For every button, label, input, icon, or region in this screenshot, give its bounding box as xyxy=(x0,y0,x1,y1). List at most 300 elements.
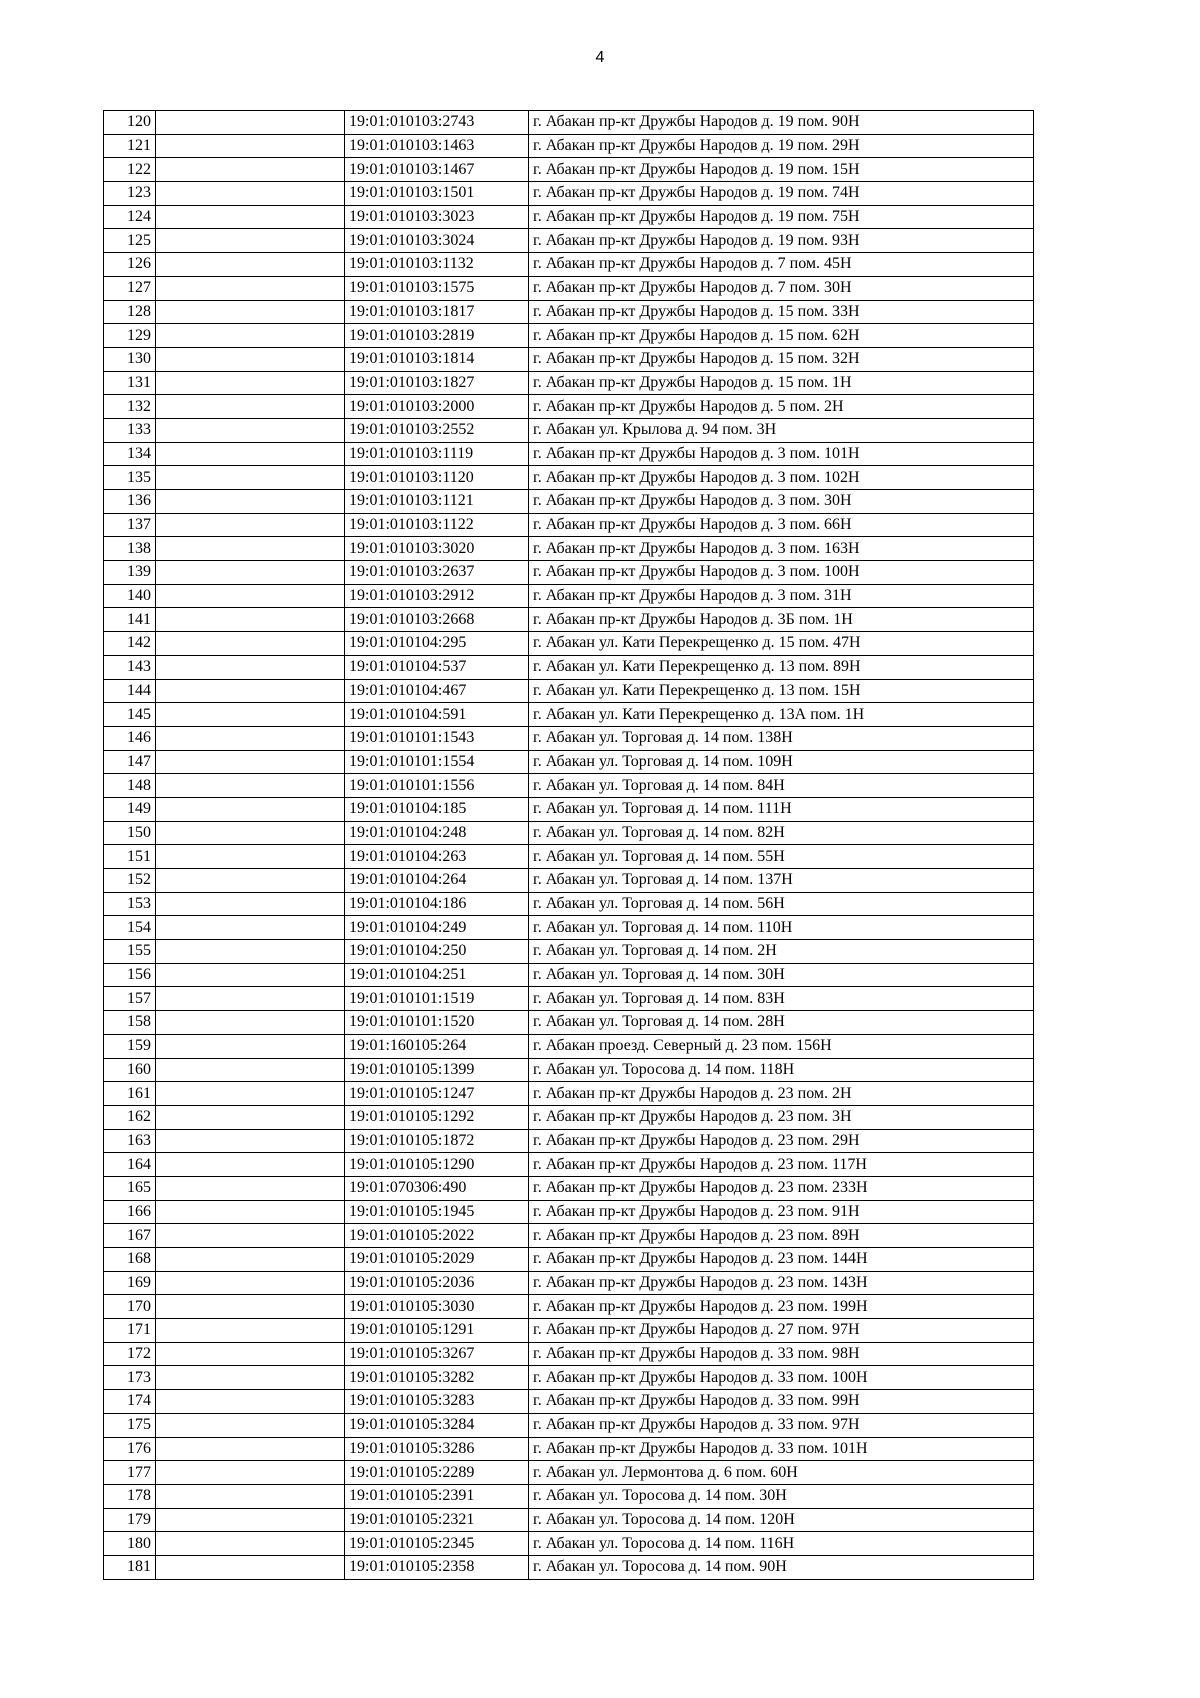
cadastral-number-cell: 19:01:010103:1827 xyxy=(345,371,529,395)
address-cell: г. Абакан ул. Кати Перекрещенко д. 15 пом. 47Н xyxy=(529,632,1034,656)
row-number-cell: 176 xyxy=(104,1437,156,1461)
cadastral-number-cell: 19:01:010104:185 xyxy=(345,797,529,821)
table-row xyxy=(104,371,1034,395)
object-name-cell xyxy=(156,561,345,585)
object-name-cell xyxy=(156,1484,345,1508)
row-number-cell: 122 xyxy=(104,158,156,182)
row-number-cell: 179 xyxy=(104,1508,156,1532)
cadastral-number-cell: 19:01:010101:1556 xyxy=(345,774,529,798)
object-name-cell xyxy=(156,466,345,490)
cadastral-number-cell: 19:01:010103:2912 xyxy=(345,584,529,608)
address-cell: г. Абакан пр-кт Дружбы Народов д. 19 пом. 93Н xyxy=(529,229,1034,253)
table-row xyxy=(104,1508,1034,1532)
cadastral-number-cell: 19:01:010103:1467 xyxy=(345,158,529,182)
table-row xyxy=(104,418,1034,442)
object-name-cell xyxy=(156,1319,345,1343)
row-number-cell: 170 xyxy=(104,1295,156,1319)
row-number-cell: 126 xyxy=(104,253,156,277)
table-row xyxy=(104,1413,1034,1437)
cadastral-number-cell: 19:01:010105:2391 xyxy=(345,1484,529,1508)
address-cell: г. Абакан проезд. Северный д. 23 пом. 156Н xyxy=(529,1034,1034,1058)
address-cell: г. Абакан ул. Торговая д. 14 пом. 84Н xyxy=(529,774,1034,798)
cadastral-number-cell: 19:01:010105:3283 xyxy=(345,1390,529,1414)
table-row xyxy=(104,655,1034,679)
cadastral-number-cell: 19:01:010105:3030 xyxy=(345,1295,529,1319)
row-number-cell: 137 xyxy=(104,513,156,537)
object-name-cell xyxy=(156,513,345,537)
object-name-cell xyxy=(156,347,345,371)
object-name-cell xyxy=(156,797,345,821)
table-row xyxy=(104,1176,1034,1200)
cadastral-number-cell: 19:01:010104:467 xyxy=(345,679,529,703)
object-name-cell xyxy=(156,253,345,277)
row-number-cell: 152 xyxy=(104,869,156,893)
object-name-cell xyxy=(156,726,345,750)
object-name-cell xyxy=(156,205,345,229)
row-number-cell: 125 xyxy=(104,229,156,253)
table-row xyxy=(104,561,1034,585)
cadastral-number-cell: 19:01:010103:1120 xyxy=(345,466,529,490)
cadastral-number-cell: 19:01:010103:3023 xyxy=(345,205,529,229)
cadastral-number-cell: 19:01:010104:295 xyxy=(345,632,529,656)
table-row xyxy=(104,1271,1034,1295)
row-number-cell: 165 xyxy=(104,1176,156,1200)
address-cell: г. Абакан пр-кт Дружбы Народов д. 33 пом. 97Н xyxy=(529,1413,1034,1437)
table-row xyxy=(104,916,1034,940)
row-number-cell: 167 xyxy=(104,1224,156,1248)
address-cell: г. Абакан пр-кт Дружбы Народов д. 23 пом. 3Н xyxy=(529,1105,1034,1129)
object-name-cell xyxy=(156,1224,345,1248)
cadastral-number-cell: 19:01:010104:251 xyxy=(345,963,529,987)
row-number-cell: 169 xyxy=(104,1271,156,1295)
cadastral-number-cell: 19:01:010103:2552 xyxy=(345,418,529,442)
table-row xyxy=(104,134,1034,158)
cadastral-number-cell: 19:01:010105:2358 xyxy=(345,1555,529,1579)
address-cell: г. Абакан пр-кт Дружбы Народов д. 33 пом. 99Н xyxy=(529,1390,1034,1414)
cadastral-number-cell: 19:01:010103:2819 xyxy=(345,324,529,348)
cadastral-number-cell: 19:01:010105:1872 xyxy=(345,1129,529,1153)
table-row xyxy=(104,608,1034,632)
address-cell: г. Абакан пр-кт Дружбы Народов д. 3 пом. 102Н xyxy=(529,466,1034,490)
row-number-cell: 144 xyxy=(104,679,156,703)
address-cell: г. Абакан пр-кт Дружбы Народов д. 19 пом. 75Н xyxy=(529,205,1034,229)
row-number-cell: 162 xyxy=(104,1105,156,1129)
row-number-cell: 177 xyxy=(104,1461,156,1485)
object-name-cell xyxy=(156,111,345,135)
cadastral-number-cell: 19:01:010105:2321 xyxy=(345,1508,529,1532)
cadastral-number-cell: 19:01:010103:2743 xyxy=(345,111,529,135)
row-number-cell: 168 xyxy=(104,1248,156,1272)
table-row xyxy=(104,1058,1034,1082)
row-number-cell: 143 xyxy=(104,655,156,679)
address-cell: г. Абакан пр-кт Дружбы Народов д. 23 пом. 144Н xyxy=(529,1248,1034,1272)
cadastral-number-cell: 19:01:010104:264 xyxy=(345,869,529,893)
address-cell: г. Абакан пр-кт Дружбы Народов д. 23 пом. 2Н xyxy=(529,1082,1034,1106)
address-cell: г. Абакан пр-кт Дружбы Народов д. 3 пом. 101Н xyxy=(529,442,1034,466)
object-name-cell xyxy=(156,395,345,419)
table-row xyxy=(104,490,1034,514)
address-cell: г. Абакан пр-кт Дружбы Народов д. 15 пом. 1Н xyxy=(529,371,1034,395)
table-row xyxy=(104,845,1034,869)
address-cell: г. Абакан ул. Торговая д. 14 пом. 56Н xyxy=(529,892,1034,916)
table-row xyxy=(104,1342,1034,1366)
address-cell: г. Абакан ул. Торговая д. 14 пом. 2Н xyxy=(529,940,1034,964)
object-name-cell xyxy=(156,158,345,182)
object-name-cell xyxy=(156,1532,345,1556)
address-cell: г. Абакан пр-кт Дружбы Народов д. 5 пом. 2Н xyxy=(529,395,1034,419)
object-name-cell xyxy=(156,300,345,324)
cadastral-number-cell: 19:01:010104:537 xyxy=(345,655,529,679)
address-cell: г. Абакан ул. Торговая д. 14 пом. 138Н xyxy=(529,726,1034,750)
row-number-cell: 157 xyxy=(104,987,156,1011)
row-number-cell: 138 xyxy=(104,537,156,561)
address-cell: г. Абакан пр-кт Дружбы Народов д. 19 пом. 29Н xyxy=(529,134,1034,158)
address-cell: г. Абакан ул. Торговая д. 14 пом. 28Н xyxy=(529,1011,1034,1035)
address-cell: г. Абакан пр-кт Дружбы Народов д. 15 пом. 62Н xyxy=(529,324,1034,348)
address-cell: г. Абакан пр-кт Дружбы Народов д. 23 пом. 233Н xyxy=(529,1176,1034,1200)
address-cell: г. Абакан пр-кт Дружбы Народов д. 23 пом. 143Н xyxy=(529,1271,1034,1295)
object-name-cell xyxy=(156,490,345,514)
row-number-cell: 147 xyxy=(104,750,156,774)
table-row xyxy=(104,466,1034,490)
table-row xyxy=(104,229,1034,253)
address-cell: г. Абакан ул. Торосова д. 14 пом. 120Н xyxy=(529,1508,1034,1532)
table-row xyxy=(104,963,1034,987)
object-name-cell xyxy=(156,1153,345,1177)
object-name-cell xyxy=(156,442,345,466)
table-row xyxy=(104,797,1034,821)
row-number-cell: 142 xyxy=(104,632,156,656)
table-row xyxy=(104,300,1034,324)
address-cell: г. Абакан ул. Торосова д. 14 пом. 118Н xyxy=(529,1058,1034,1082)
object-name-cell xyxy=(156,1390,345,1414)
row-number-cell: 141 xyxy=(104,608,156,632)
object-name-cell xyxy=(156,892,345,916)
page-number: 4 xyxy=(595,49,605,66)
address-cell: г. Абакан ул. Кати Перекрещенко д. 13 пом. 89Н xyxy=(529,655,1034,679)
table-row xyxy=(104,395,1034,419)
cadastral-number-cell: 19:01:010103:1817 xyxy=(345,300,529,324)
table-row xyxy=(104,774,1034,798)
address-cell: г. Абакан ул. Торговая д. 14 пом. 109Н xyxy=(529,750,1034,774)
row-number-cell: 153 xyxy=(104,892,156,916)
cadastral-number-cell: 19:01:010104:249 xyxy=(345,916,529,940)
table-row xyxy=(104,750,1034,774)
cadastral-number-cell: 19:01:010103:3024 xyxy=(345,229,529,253)
table-row xyxy=(104,347,1034,371)
row-number-cell: 156 xyxy=(104,963,156,987)
object-name-cell xyxy=(156,987,345,1011)
object-name-cell xyxy=(156,371,345,395)
row-number-cell: 134 xyxy=(104,442,156,466)
table-row xyxy=(104,1532,1034,1556)
object-name-cell xyxy=(156,1176,345,1200)
object-name-cell xyxy=(156,1105,345,1129)
cadastral-number-cell: 19:01:010104:591 xyxy=(345,703,529,727)
object-name-cell xyxy=(156,134,345,158)
address-cell: г. Абакан пр-кт Дружбы Народов д. 3 пом. 163Н xyxy=(529,537,1034,561)
object-name-cell xyxy=(156,750,345,774)
object-name-cell xyxy=(156,229,345,253)
cadastral-number-cell: 19:01:010105:1291 xyxy=(345,1319,529,1343)
table-row xyxy=(104,276,1034,300)
object-name-cell xyxy=(156,1295,345,1319)
table-row xyxy=(104,158,1034,182)
row-number-cell: 129 xyxy=(104,324,156,348)
row-number-cell: 161 xyxy=(104,1082,156,1106)
object-name-cell xyxy=(156,182,345,206)
object-name-cell xyxy=(156,1248,345,1272)
cadastral-number-cell: 19:01:010105:2022 xyxy=(345,1224,529,1248)
cadastral-number-cell: 19:01:010103:1122 xyxy=(345,513,529,537)
cadastral-number-cell: 19:01:010103:2000 xyxy=(345,395,529,419)
cadastral-number-cell: 19:01:010105:3282 xyxy=(345,1366,529,1390)
table-row xyxy=(104,821,1034,845)
table-row xyxy=(104,1248,1034,1272)
object-name-cell xyxy=(156,608,345,632)
row-number-cell: 174 xyxy=(104,1390,156,1414)
object-name-cell xyxy=(156,774,345,798)
table-row xyxy=(104,253,1034,277)
row-number-cell: 124 xyxy=(104,205,156,229)
address-cell: г. Абакан ул. Торговая д. 14 пом. 111Н xyxy=(529,797,1034,821)
cadastral-number-cell: 19:01:010103:2668 xyxy=(345,608,529,632)
address-cell: г. Абакан ул. Торосова д. 14 пом. 116Н xyxy=(529,1532,1034,1556)
row-number-cell: 163 xyxy=(104,1129,156,1153)
row-number-cell: 135 xyxy=(104,466,156,490)
table-row xyxy=(104,1461,1034,1485)
object-name-cell xyxy=(156,324,345,348)
table-row xyxy=(104,584,1034,608)
address-cell: г. Абакан пр-кт Дружбы Народов д. 3 пом. 100Н xyxy=(529,561,1034,585)
row-number-cell: 180 xyxy=(104,1532,156,1556)
object-name-cell xyxy=(156,1058,345,1082)
cadastral-number-cell: 19:01:010105:3267 xyxy=(345,1342,529,1366)
table-row xyxy=(104,1224,1034,1248)
object-name-cell xyxy=(156,1366,345,1390)
table-row xyxy=(104,205,1034,229)
address-cell: г. Абакан пр-кт Дружбы Народов д. 33 пом. 100Н xyxy=(529,1366,1034,1390)
cadastral-number-cell: 19:01:010101:1543 xyxy=(345,726,529,750)
address-cell: г. Абакан пр-кт Дружбы Народов д. 3Б пом. 1Н xyxy=(529,608,1034,632)
object-name-cell xyxy=(156,1200,345,1224)
row-number-cell: 123 xyxy=(104,182,156,206)
row-number-cell: 131 xyxy=(104,371,156,395)
address-cell: г. Абакан пр-кт Дружбы Народов д. 23 пом. 199Н xyxy=(529,1295,1034,1319)
row-number-cell: 181 xyxy=(104,1555,156,1579)
cadastral-number-cell: 19:01:010105:3286 xyxy=(345,1437,529,1461)
object-name-cell xyxy=(156,537,345,561)
cadastral-number-cell: 19:01:010104:250 xyxy=(345,940,529,964)
object-name-cell xyxy=(156,1011,345,1035)
row-number-cell: 154 xyxy=(104,916,156,940)
row-number-cell: 133 xyxy=(104,418,156,442)
row-number-cell: 158 xyxy=(104,1011,156,1035)
address-cell: г. Абакан ул. Торговая д. 14 пом. 82Н xyxy=(529,821,1034,845)
object-name-cell xyxy=(156,679,345,703)
table-row xyxy=(104,1129,1034,1153)
table-row xyxy=(104,442,1034,466)
object-name-cell xyxy=(156,418,345,442)
cadastral-number-cell: 19:01:010103:1814 xyxy=(345,347,529,371)
row-number-cell: 146 xyxy=(104,726,156,750)
row-number-cell: 136 xyxy=(104,490,156,514)
cadastral-number-cell: 19:01:010105:1945 xyxy=(345,1200,529,1224)
address-cell: г. Абакан ул. Торговая д. 14 пом. 30Н xyxy=(529,963,1034,987)
address-cell: г. Абакан пр-кт Дружбы Народов д. 27 пом. 97Н xyxy=(529,1319,1034,1343)
table-row xyxy=(104,703,1034,727)
table-row xyxy=(104,869,1034,893)
table-row xyxy=(104,892,1034,916)
cadastral-number-cell: 19:01:010104:186 xyxy=(345,892,529,916)
row-number-cell: 128 xyxy=(104,300,156,324)
address-cell: г. Абакан пр-кт Дружбы Народов д. 7 пом. 45Н xyxy=(529,253,1034,277)
cadastral-number-cell: 19:01:010101:1519 xyxy=(345,987,529,1011)
cadastral-number-cell: 19:01:010105:2029 xyxy=(345,1248,529,1272)
address-cell: г. Абакан ул. Лермонтова д. 6 пом. 60Н xyxy=(529,1461,1034,1485)
table-row xyxy=(104,1011,1034,1035)
table-row xyxy=(104,1200,1034,1224)
table-row xyxy=(104,324,1034,348)
row-number-cell: 139 xyxy=(104,561,156,585)
table-row xyxy=(104,111,1034,135)
cadastral-number-cell: 19:01:070306:490 xyxy=(345,1176,529,1200)
object-name-cell xyxy=(156,1342,345,1366)
object-name-cell xyxy=(156,655,345,679)
address-cell: г. Абакан пр-кт Дружбы Народов д. 33 пом. 101Н xyxy=(529,1437,1034,1461)
row-number-cell: 160 xyxy=(104,1058,156,1082)
table-row xyxy=(104,726,1034,750)
object-name-cell xyxy=(156,916,345,940)
table-row xyxy=(104,1390,1034,1414)
object-name-cell xyxy=(156,845,345,869)
address-cell: г. Абакан пр-кт Дружбы Народов д. 19 пом. 74Н xyxy=(529,182,1034,206)
table-row xyxy=(104,513,1034,537)
table-row xyxy=(104,1484,1034,1508)
cadastral-number-cell: 19:01:010105:1399 xyxy=(345,1058,529,1082)
cadastral-number-cell: 19:01:010103:1121 xyxy=(345,490,529,514)
cadastral-number-cell: 19:01:010105:2345 xyxy=(345,1532,529,1556)
cadastral-number-cell: 19:01:160105:264 xyxy=(345,1034,529,1058)
table-row xyxy=(104,1366,1034,1390)
cadastral-number-cell: 19:01:010103:2637 xyxy=(345,561,529,585)
row-number-cell: 127 xyxy=(104,276,156,300)
row-number-cell: 164 xyxy=(104,1153,156,1177)
address-cell: г. Абакан пр-кт Дружбы Народов д. 19 пом. 15Н xyxy=(529,158,1034,182)
object-name-cell xyxy=(156,1034,345,1058)
object-name-cell xyxy=(156,869,345,893)
cadastral-number-cell: 19:01:010105:1290 xyxy=(345,1153,529,1177)
address-cell: г. Абакан пр-кт Дружбы Народов д. 23 пом. 29Н xyxy=(529,1129,1034,1153)
table-row xyxy=(104,1082,1034,1106)
object-name-cell xyxy=(156,703,345,727)
row-number-cell: 148 xyxy=(104,774,156,798)
table-row xyxy=(104,1437,1034,1461)
row-number-cell: 171 xyxy=(104,1319,156,1343)
address-cell: г. Абакан ул. Торговая д. 14 пом. 110Н xyxy=(529,916,1034,940)
row-number-cell: 130 xyxy=(104,347,156,371)
address-cell: г. Абакан ул. Кати Перекрещенко д. 13 пом. 15Н xyxy=(529,679,1034,703)
row-number-cell: 120 xyxy=(104,111,156,135)
row-number-cell: 149 xyxy=(104,797,156,821)
table-row xyxy=(104,940,1034,964)
address-cell: г. Абакан ул. Торговая д. 14 пом. 83Н xyxy=(529,987,1034,1011)
cadastral-number-cell: 19:01:010103:1119 xyxy=(345,442,529,466)
table-row xyxy=(104,182,1034,206)
address-cell: г. Абакан пр-кт Дружбы Народов д. 3 пом. 30Н xyxy=(529,490,1034,514)
row-number-cell: 172 xyxy=(104,1342,156,1366)
address-cell: г. Абакан ул. Кати Перекрещенко д. 13А пом. 1Н xyxy=(529,703,1034,727)
table-row xyxy=(104,1295,1034,1319)
address-cell: г. Абакан пр-кт Дружбы Народов д. 3 пом. 66Н xyxy=(529,513,1034,537)
cadastral-number-cell: 19:01:010103:1132 xyxy=(345,253,529,277)
registry-table-body xyxy=(104,111,1034,1580)
row-number-cell: 145 xyxy=(104,703,156,727)
table-row xyxy=(104,537,1034,561)
object-name-cell xyxy=(156,821,345,845)
row-number-cell: 175 xyxy=(104,1413,156,1437)
address-cell: г. Абакан пр-кт Дружбы Народов д. 15 пом. 33Н xyxy=(529,300,1034,324)
cadastral-number-cell: 19:01:010105:2036 xyxy=(345,1271,529,1295)
row-number-cell: 121 xyxy=(104,134,156,158)
object-name-cell xyxy=(156,963,345,987)
cadastral-number-cell: 19:01:010104:248 xyxy=(345,821,529,845)
address-cell: г. Абакан ул. Торосова д. 14 пом. 30Н xyxy=(529,1484,1034,1508)
address-cell: г. Абакан ул. Торосова д. 14 пом. 90Н xyxy=(529,1555,1034,1579)
table-row xyxy=(104,1153,1034,1177)
object-name-cell xyxy=(156,1437,345,1461)
address-cell: г. Абакан пр-кт Дружбы Народов д. 19 пом. 90Н xyxy=(529,111,1034,135)
row-number-cell: 166 xyxy=(104,1200,156,1224)
table-row xyxy=(104,1034,1034,1058)
row-number-cell: 150 xyxy=(104,821,156,845)
table-row xyxy=(104,632,1034,656)
address-cell: г. Абакан ул. Торговая д. 14 пом. 137Н xyxy=(529,869,1034,893)
address-cell: г. Абакан пр-кт Дружбы Народов д. 23 пом. 91Н xyxy=(529,1200,1034,1224)
row-number-cell: 151 xyxy=(104,845,156,869)
object-name-cell xyxy=(156,584,345,608)
object-name-cell xyxy=(156,632,345,656)
row-number-cell: 159 xyxy=(104,1034,156,1058)
cadastral-number-cell: 19:01:010101:1520 xyxy=(345,1011,529,1035)
cadastral-number-cell: 19:01:010103:1575 xyxy=(345,276,529,300)
row-number-cell: 140 xyxy=(104,584,156,608)
row-number-cell: 155 xyxy=(104,940,156,964)
row-number-cell: 132 xyxy=(104,395,156,419)
property-registry-table xyxy=(103,110,1034,1580)
cadastral-number-cell: 19:01:010103:1501 xyxy=(345,182,529,206)
row-number-cell: 178 xyxy=(104,1484,156,1508)
object-name-cell xyxy=(156,1129,345,1153)
cadastral-number-cell: 19:01:010105:1247 xyxy=(345,1082,529,1106)
object-name-cell xyxy=(156,1508,345,1532)
cadastral-number-cell: 19:01:010103:1463 xyxy=(345,134,529,158)
address-cell: г. Абакан ул. Крылова д. 94 пом. 3Н xyxy=(529,418,1034,442)
table-row xyxy=(104,1555,1034,1579)
table-row xyxy=(104,1105,1034,1129)
object-name-cell xyxy=(156,1271,345,1295)
table-row xyxy=(104,1319,1034,1343)
row-number-cell: 173 xyxy=(104,1366,156,1390)
object-name-cell xyxy=(156,276,345,300)
object-name-cell xyxy=(156,1461,345,1485)
object-name-cell xyxy=(156,1555,345,1579)
address-cell: г. Абакан ул. Торговая д. 14 пом. 55Н xyxy=(529,845,1034,869)
object-name-cell xyxy=(156,1082,345,1106)
cadastral-number-cell: 19:01:010105:3284 xyxy=(345,1413,529,1437)
cadastral-number-cell: 19:01:010103:3020 xyxy=(345,537,529,561)
cadastral-number-cell: 19:01:010105:2289 xyxy=(345,1461,529,1485)
